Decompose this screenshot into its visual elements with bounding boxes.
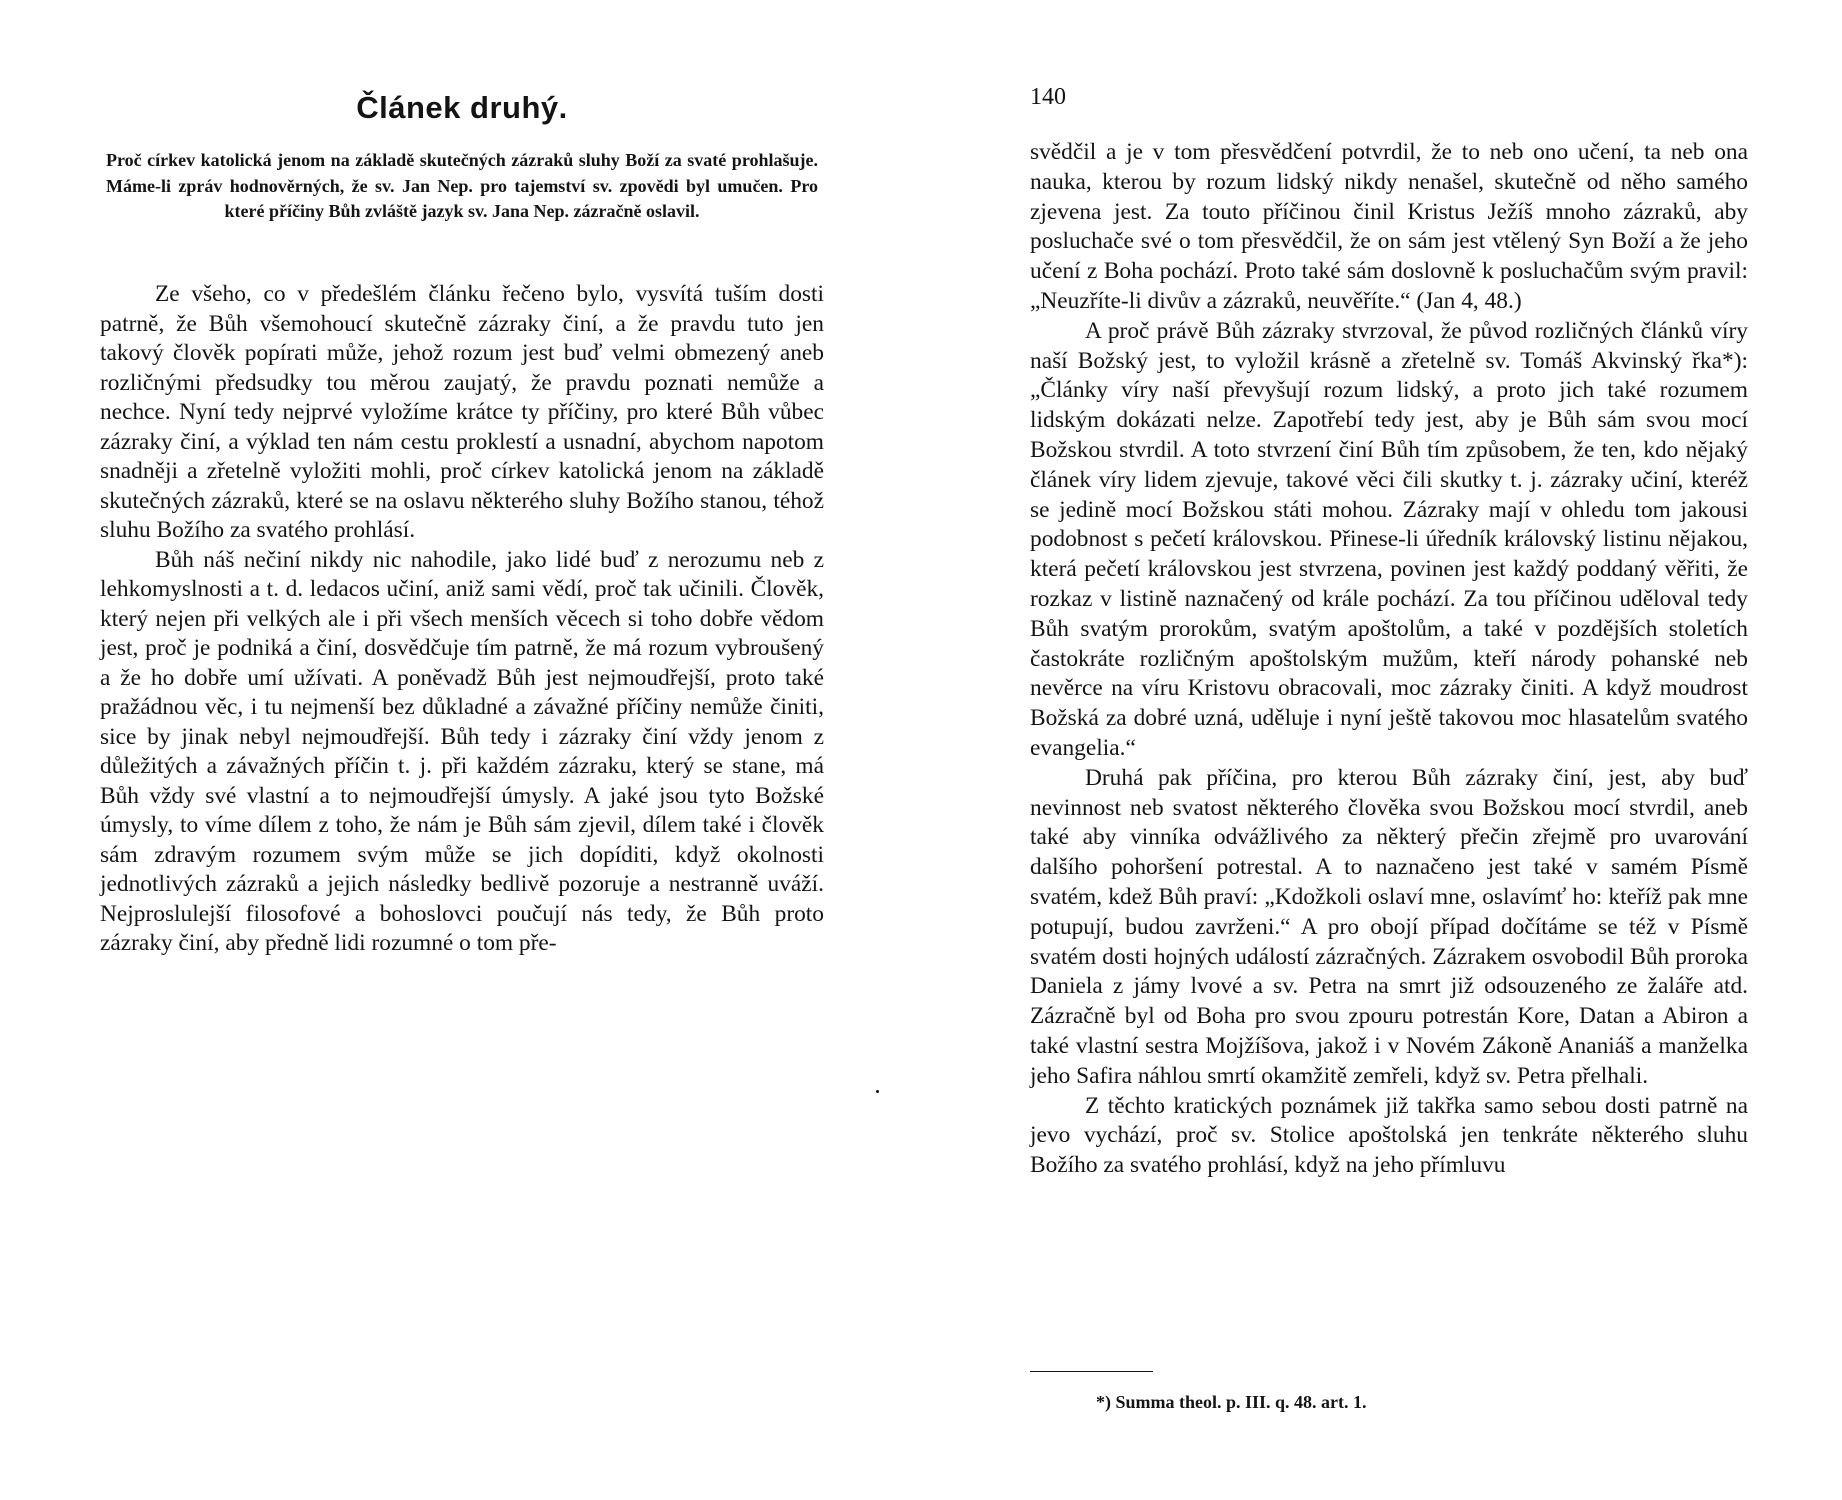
print-speck xyxy=(876,1090,879,1093)
chapter-title: Článek druhý. xyxy=(356,90,568,125)
paragraph: Bůh náš nečiní nikdy nic nahodile, jako lidé buď z nerozumu neb z lehkomyslnosti a t. d. ledacos učiní, aniž sami vědí, proč tak učinili. Člověk, který nejen při velkých ale i při všech menších věcech si toho dobře vědom jest, proč je podniká a činí, dosvědčuje tím patrně, že má rozum vybroušený a že ho dobře umí užívati. A poněvadž Bůh jest nejmoudřejší, proto také pražádnou věc, i tu nejmenší bez důkladné a závažné příčiny nemůže činiti, sice by jinak nebyl nejmoudřejší. Bůh tedy i zázraky činí vždy jenom z důležitých a závažných příčin t. j. při každém zázraku, který se stane, má Bůh vždy své vlastní a to nejmoudřejší úmysly. A jaké jsou tyto Božské úmysly, to víme dílem z toho, že nám je Bůh sám zjevil, dílem také i člověk sám zdravým rozumem svým může se jich dopíditi, když okolnosti jednotlivých zázraků a jejich následky bedlivě pozoruje a nestranně uváží. Nejproslulejší filosofové a bohoslovci poučují nás tedy, že Bůh proto zázraky činí, aby předně lidi rozumné o tom pře- xyxy=(100,546,824,956)
paragraph: A proč právě Bůh zázraky stvrzoval, že původ rozličných článků víry naší Božský jest, to vyložil krásně a zřetelně sv. Tomáš Akvinský řka*): „Články víry naší převyšují rozum lidský, a proto jich také rozumem lidským dokázati nelze. Zapotřebí tedy jest, aby je Bůh sám svou mocí Božskou stvrdil. A toto stvrzení činí Bůh tím způsobem, že ten, kdo nějaký článek víry lidem zjevuje, takové věci čili skutky t. j. zázraky učiní, kteréž se jedině mocí Božskou státi mohou. Zázraky mají v ohledu tom jakousi podobnost s pečetí královskou. Přinese-li úředník královský listinu nějakou, která pečetí královskou jest stvrzena, povinen jest každý poddaný věřiti, že rozkaz v listině naznačený od krále pochází. Za tou příčinou uděloval tedy Bůh svatým prorokům, svatým apoštolům, a také v pozdějších stoletích častokráte rozličným apoštolským mužům, kteří národy pohanské neb nevěrce na víru Kristovu obracovali, moc zázraky činiti. A když moudrost Božská za dobré uzná, uděluje i nyní ještě takovou moc hlasatelům svatého evangelia.“ xyxy=(1030,317,1748,761)
page-number: 140 xyxy=(1030,84,1066,110)
left-page xyxy=(100,0,824,1500)
paragraph: Druhá pak příčina, pro kterou Bůh zázraky činí, jest, aby buď nevinnost neb svatost některého člověka svou Božskou mocí stvrdil, aneb také aby vinníka odvážlivého za některý přečin zřejmě pro uvarování dalšího pohoršení potrestal. A to naznačeno jest také v samém Písmě svatém, kdež Bůh praví: „Kdožkoli oslaví mne, oslavímť ho: kteříž pak mne potupují, budou zavrženi.“ A pro obojí případ dočítáme se též v Písmě svatém dosti hojných událostí zázračných. Zázrakem osvobodil Bůh proroka Daniela z jámy lvové a sv. Petra na smrt již odsouzeného ze žaláře atd. Zázračně byl od Boha pro svou zpouru potrestán Kore, Datan a Abiron a také vlastní sestra Mojžíšova, jakož i v Novém Zákoně Ananiáš a manželka jeho Safira náhlou smrtí okamžitě zemřeli, když sv. Petra přelhali. xyxy=(1030,764,1748,1089)
chapter-summary: Proč církev katolická jenom na základě skutečných zázraků sluhy Boží za svaté prohlašuje. Máme-li zpráv hodnověrných, že sv. Jan Nep. pro tajemství sv. zpovědi byl umučen. Pro které příčiny Bůh zvláště jazyk sv. Jana Nep. zázračně oslavil. xyxy=(106,150,818,221)
footnote-divider xyxy=(1030,1371,1153,1372)
right-page-body xyxy=(1030,138,1748,1181)
paragraph: Ze všeho, co v předešlém článku řečeno bylo, vysvítá tuším dosti patrně, že Bůh všemohoucí skutečně zázraky činí, a že pravdu tuto jen takový člověk popírati může, jehož rozum jest buď velmi obmezený aneb rozličnými předsudky tou měrou zaujatý, že pravdu poznati nemůže a nechce. Nyní tedy nejprvé vyložíme krátce ty příčiny, pro které Bůh vůbec zázraky činí, a výklad ten nám cestu proklestí a usnadní, abychom napotom snadněji a zřetelně vyložiti mohli, proč církev katolická jenom na základě skutečných zázraků, které se na oslavu některého sluhy Božího stanou, téhož sluhu Božího za svatého prohlásí. xyxy=(100,281,824,543)
left-page-body xyxy=(100,280,824,959)
paragraph: Z těchto kratických poznámek již takřka samo sebou dosti patrně na jevo vychází, proč sv. Stolice apoštolská jen tenkráte některého sluhu Božího za svatého prohlásí, když na jeho přímluvu xyxy=(1030,1092,1748,1179)
right-page xyxy=(1030,0,1748,1500)
paragraph: svědčil a je v tom přesvědčení potvrdil, že to neb ono učení, ta neb ona nauka, kterou by rozum lidský nikdy nenašel, skutečně od něho samého zjevena jest. Za touto příčinou činil Kristus Ježíš mnoho zázraků, aby posluchače své o tom přesvědčil, že on sám jest vtělený Syn Boží a že jeho učení z Boha pochází. Proto také sám doslovně k posluchačům svým pravil: „Neuzříte-li divův a zázraků, neuvěříte.“ (Jan 4, 48.) xyxy=(1030,139,1748,314)
footnote: *) Summa theol. p. III. q. 48. art. 1. xyxy=(1096,1392,1367,1412)
